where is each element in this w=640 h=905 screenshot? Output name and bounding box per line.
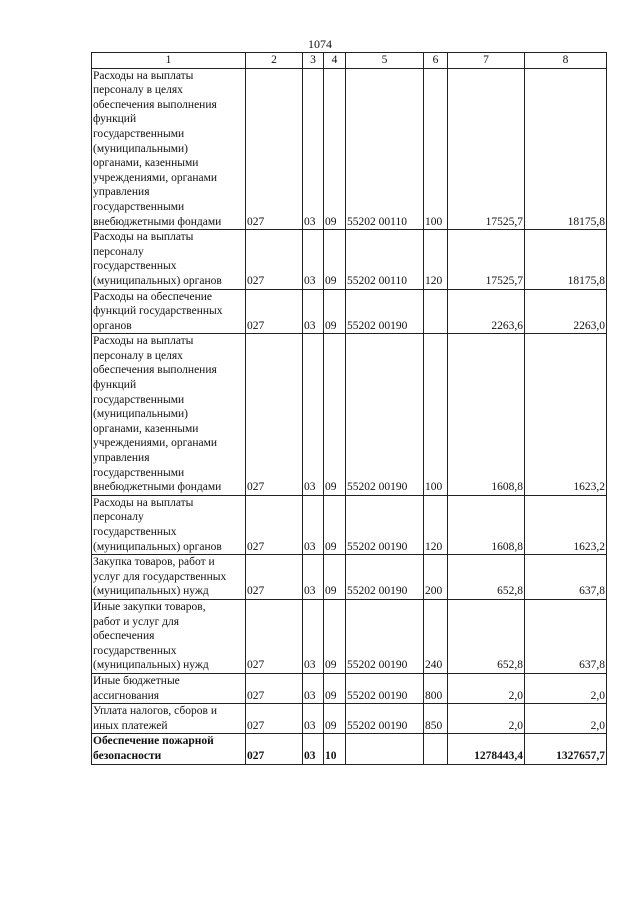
amount-year-2-cell: 2,0 xyxy=(525,704,607,734)
column-header: 6 xyxy=(424,53,448,69)
row-name-cell xyxy=(92,599,246,673)
row-name-line: (муниципальными) xyxy=(93,142,188,155)
row-name-line: Уплата налогов, сборов и xyxy=(93,705,217,718)
row-name-line: Закупка товаров, работ и xyxy=(93,556,215,569)
amount-year-1-cell: 1608,8 xyxy=(448,334,525,496)
section-cell: 03 xyxy=(303,599,324,673)
section-cell: 03 xyxy=(303,334,324,496)
table-row xyxy=(92,673,607,703)
row-name-line: Иные закупки товаров, xyxy=(93,600,206,613)
column-header: 1 xyxy=(92,53,246,69)
row-name-line: учреждениями, органами xyxy=(93,171,218,184)
amount-year-2-cell: 637,8 xyxy=(525,599,607,673)
amount-year-1-cell: 1608,8 xyxy=(448,495,525,554)
row-name-line: государственных xyxy=(93,644,177,657)
subsection-cell: 09 xyxy=(324,495,346,554)
subsection-cell: 09 xyxy=(324,599,346,673)
target-article-cell: 55202 00190 xyxy=(346,704,424,734)
row-name-line: безопасности xyxy=(93,749,162,762)
table-row xyxy=(92,704,607,734)
row-name-cell xyxy=(92,334,246,496)
row-name-line: Обеспечение пожарной xyxy=(93,735,214,748)
row-name-line: государственных xyxy=(93,526,177,538)
row-name-cell xyxy=(92,555,246,600)
row-name-line: обеспечения выполнения xyxy=(93,364,217,377)
row-name-line: государственными xyxy=(93,466,185,479)
row-name-line: органами, казенными xyxy=(93,157,199,170)
amount-year-1-cell: 2,0 xyxy=(448,673,525,703)
row-name-cell xyxy=(92,673,246,703)
row-name-cell xyxy=(92,289,246,334)
row-name-line: (муниципальных) нужд xyxy=(93,659,209,672)
table-header-row xyxy=(92,53,607,69)
admin-code-cell: 027 xyxy=(246,495,303,554)
amount-year-2-cell: 1327657,7 xyxy=(525,734,607,764)
expense-type-cell: 850 xyxy=(424,704,448,734)
table-row xyxy=(92,289,607,334)
row-name-line: персоналу в целях xyxy=(93,84,183,97)
table-row xyxy=(92,334,607,496)
row-name-cell xyxy=(92,704,246,734)
row-name-line: ассигнования xyxy=(93,689,160,702)
amount-year-1-cell: 652,8 xyxy=(448,599,525,673)
column-header: 5 xyxy=(346,53,424,69)
amount-year-1-cell: 1278443,4 xyxy=(448,734,525,764)
section-cell: 03 xyxy=(303,495,324,554)
row-name-line: (муниципальных) органов xyxy=(93,274,222,287)
amount-year-2-cell: 2,0 xyxy=(525,673,607,703)
column-header: 2 xyxy=(246,53,303,69)
row-name-line: функций государственных xyxy=(93,305,223,318)
expense-type-cell: 800 xyxy=(424,673,448,703)
admin-code-cell: 027 xyxy=(246,68,303,230)
page-number: 1074 xyxy=(308,37,332,51)
amount-year-2-cell: 2263,0 xyxy=(525,289,607,334)
table-row xyxy=(92,555,607,600)
target-article-cell: 55202 00110 xyxy=(346,230,424,289)
target-article-cell: 55202 00190 xyxy=(346,599,424,673)
amount-year-1-cell: 17525,7 xyxy=(448,68,525,230)
row-name-cell xyxy=(92,68,246,230)
amount-year-1-cell: 2263,6 xyxy=(448,289,525,334)
section-cell: 03 xyxy=(303,673,324,703)
budget-table xyxy=(91,52,607,765)
section-cell: 03 xyxy=(303,704,324,734)
row-name-line: управления xyxy=(93,452,150,465)
expense-type-cell: 120 xyxy=(424,495,448,554)
column-header: 8 xyxy=(525,53,607,69)
amount-year-2-cell: 637,8 xyxy=(525,555,607,600)
expense-type-cell: 240 xyxy=(424,599,448,673)
target-article-cell: 55202 00190 xyxy=(346,673,424,703)
row-name-line: (муниципальных) нужд xyxy=(93,585,209,598)
table-body xyxy=(92,68,607,764)
admin-code-cell: 027 xyxy=(246,230,303,289)
amount-year-1-cell: 17525,7 xyxy=(448,230,525,289)
amount-year-2-cell: 18175,8 xyxy=(525,230,607,289)
row-name-line: работ и услуг для xyxy=(93,615,180,628)
section-cell: 03 xyxy=(303,734,324,764)
table-row xyxy=(92,230,607,289)
row-name-line: учреждениями, органами xyxy=(93,437,218,450)
subsection-cell: 09 xyxy=(324,289,346,334)
table-row xyxy=(92,599,607,673)
admin-code-cell: 027 xyxy=(246,599,303,673)
row-name-line: Расходы на обеспечение xyxy=(93,290,212,303)
row-name-cell xyxy=(92,734,246,764)
row-name-line: государственных xyxy=(93,260,177,273)
target-article-cell xyxy=(346,734,424,764)
row-name-line: управления xyxy=(93,186,150,199)
row-name-line: (муниципальных) органов xyxy=(93,540,222,553)
row-name-line: иных платежей xyxy=(93,719,168,732)
admin-code-cell: 027 xyxy=(246,704,303,734)
subsection-cell: 09 xyxy=(324,673,346,703)
amount-year-2-cell: 18175,8 xyxy=(525,68,607,230)
admin-code-cell: 027 xyxy=(246,734,303,764)
row-name-line: функций xyxy=(93,379,137,392)
row-name-line: внебюджетными фондами xyxy=(93,215,222,228)
amount-year-2-cell: 1623,2 xyxy=(525,334,607,496)
row-name-cell xyxy=(92,495,246,554)
subsection-cell: 09 xyxy=(324,68,346,230)
expense-type-cell: 100 xyxy=(424,68,448,230)
row-name-line: функций xyxy=(93,113,137,126)
target-article-cell: 55202 00190 xyxy=(346,495,424,554)
section-cell: 03 xyxy=(303,230,324,289)
column-header: 3 xyxy=(303,53,324,69)
target-article-cell: 55202 00190 xyxy=(346,555,424,600)
amount-year-1-cell: 652,8 xyxy=(448,555,525,600)
row-name-line: государственными xyxy=(93,200,185,213)
row-name-line: (муниципальными) xyxy=(93,408,188,421)
expense-type-cell: 100 xyxy=(424,334,448,496)
row-name-line: государственными xyxy=(93,393,185,406)
target-article-cell: 55202 00190 xyxy=(346,334,424,496)
table-row xyxy=(92,734,607,764)
target-article-cell: 55202 00110 xyxy=(346,68,424,230)
expense-type-cell xyxy=(424,289,448,334)
row-name-line: государственными xyxy=(93,127,185,140)
row-name-line: Расходы на выплаты xyxy=(93,69,194,82)
expense-type-cell: 120 xyxy=(424,230,448,289)
admin-code-cell: 027 xyxy=(246,673,303,703)
row-name-line: органами, казенными xyxy=(93,422,199,435)
table-row xyxy=(92,68,607,230)
row-name-line: обеспечения выполнения xyxy=(93,98,217,111)
row-name-cell xyxy=(92,230,246,289)
section-cell: 03 xyxy=(303,555,324,600)
row-name-line: Расходы на выплаты xyxy=(93,335,194,348)
subsection-cell: 09 xyxy=(324,555,346,600)
subsection-cell: 09 xyxy=(324,704,346,734)
subsection-cell: 09 xyxy=(324,334,346,496)
expense-type-cell xyxy=(424,734,448,764)
row-name-line: Расходы на выплаты xyxy=(93,231,194,244)
table-row xyxy=(92,495,607,554)
row-name-line: персоналу xyxy=(93,245,144,258)
admin-code-cell: 027 xyxy=(246,555,303,600)
section-cell: 03 xyxy=(303,289,324,334)
row-name-line: Иные бюджетные xyxy=(93,674,180,687)
subsection-cell: 10 xyxy=(324,734,346,764)
section-cell: 03 xyxy=(303,68,324,230)
row-name-line: внебюджетными фондами xyxy=(93,481,222,494)
amount-year-2-cell: 1623,2 xyxy=(525,495,607,554)
column-header: 4 xyxy=(324,53,346,69)
admin-code-cell: 027 xyxy=(246,334,303,496)
target-article-cell: 55202 00190 xyxy=(346,289,424,334)
row-name-line: органов xyxy=(93,319,132,332)
subsection-cell: 09 xyxy=(324,230,346,289)
row-name-line: Расходы на выплаты xyxy=(93,496,194,509)
column-header: 7 xyxy=(448,53,525,69)
amount-year-1-cell: 2,0 xyxy=(448,704,525,734)
row-name-line: персоналу в целях xyxy=(93,349,183,362)
admin-code-cell: 027 xyxy=(246,289,303,334)
row-name-line: обеспечения xyxy=(93,630,155,643)
row-name-line: персоналу xyxy=(93,511,144,524)
row-name-line: услуг для государственных xyxy=(93,570,227,583)
expense-type-cell: 200 xyxy=(424,555,448,600)
